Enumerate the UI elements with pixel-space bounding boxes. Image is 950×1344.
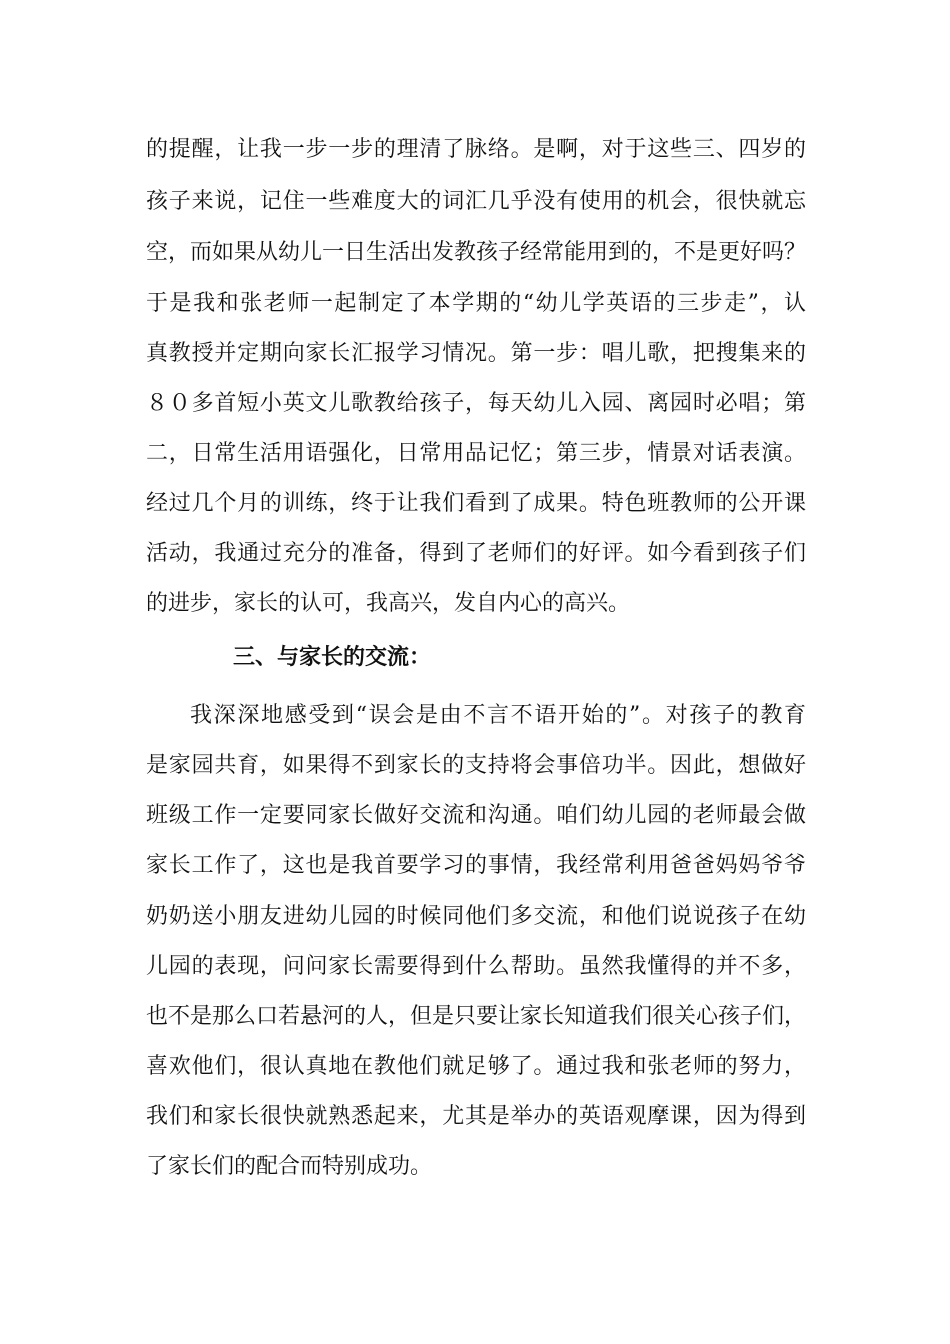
paragraph1-line-4: 于是我和张老师一起制定了本学期的“幼儿学英语的三步走”，认 <box>146 291 806 316</box>
paragraph1-line-7: 二，日常生活用语强化，日常用品记忆；第三步，情景对话表演。 <box>146 441 806 466</box>
paragraph2-line-3: 班级工作一定要同家长做好交流和沟通。咱们幼儿园的老师最会做 <box>146 803 806 828</box>
paragraph2-line-9: 我们和家长很快就熟悉起来，尤其是举办的英语观摩课，因为得到 <box>146 1104 806 1129</box>
paragraph2-line-5: 奶奶送小朋友进幼儿园的时候同他们多交流，和他们说说孩子在幼 <box>146 904 806 929</box>
paragraph1-line-5: 真教授并定期向家长汇报学习情况。第一步：唱儿歌，把搜集来的 <box>146 341 806 366</box>
paragraph1-line-6: ８０多首短小英文儿歌教给孩子，每天幼儿入园、离园时必唱；第 <box>146 391 806 416</box>
paragraph1-line-3: 空，而如果从幼儿一日生活出发教孩子经常能用到的，不是更好吗？ <box>146 240 807 265</box>
paragraph2-line-6: 儿园的表现，问问家长需要得到什么帮助。虽然我懂得的并不多， <box>146 954 806 979</box>
section-heading: 三、与家长的交流： <box>233 645 432 670</box>
paragraph1-line-9: 活动，我通过充分的准备，得到了老师们的好评。如今看到孩子们 <box>146 541 806 566</box>
paragraph2-line-10: 了家长们的配合而特别成功。 <box>146 1154 433 1179</box>
paragraph2-line-1: 我深深地感受到“误会是由不言不语开始的”。对孩子的教育 <box>190 703 806 728</box>
paragraph1-line-8: 经过几个月的训练，终于让我们看到了成果。特色班教师的公开课 <box>146 491 806 516</box>
paragraph1-line-10: 的进步，家长的认可，我高兴，发自内心的高兴。 <box>146 591 631 616</box>
paragraph2-line-4: 家长工作了，这也是我首要学习的事情，我经常利用爸爸妈妈爷爷 <box>146 853 806 878</box>
paragraph2-line-7: 也不是那么口若悬河的人，但是只要让家长知道我们很关心孩子们， <box>146 1004 807 1029</box>
paragraph2-line-8: 喜欢他们，很认真地在教他们就足够了。通过我和张老师的努力， <box>146 1054 806 1079</box>
paragraph1-line-2: 孩子来说，记住一些难度大的词汇几乎没有使用的机会，很快就忘 <box>146 189 806 214</box>
paragraph2-line-2: 是家园共育，如果得不到家长的支持将会事倍功半。因此，想做好 <box>146 753 806 778</box>
paragraph1-line-1: 的提醒，让我一步一步的理清了脉络。是啊，对于这些三、四岁的 <box>146 137 806 162</box>
